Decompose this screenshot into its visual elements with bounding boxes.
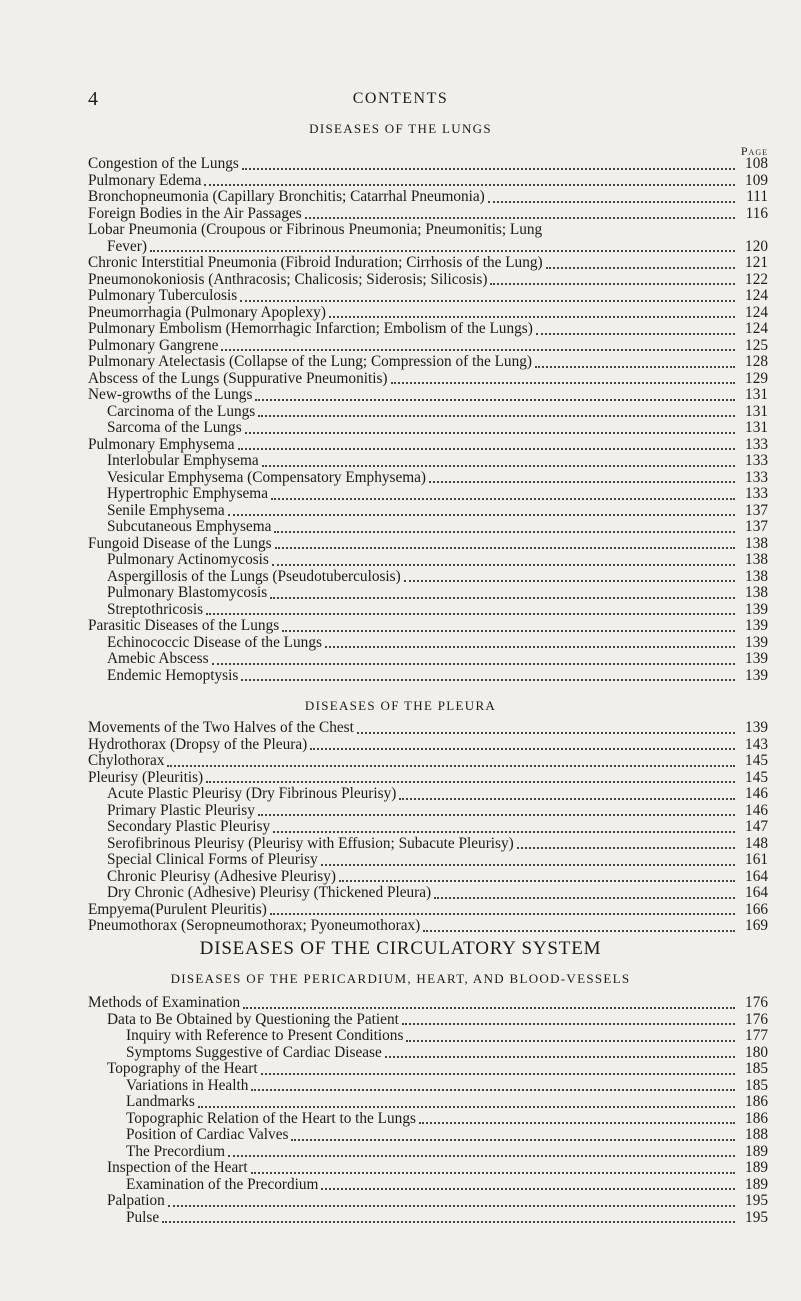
toc-entry-title: Abscess of the Lungs (Suppurative Pneumonitis) <box>88 369 388 387</box>
dot-leader <box>221 349 735 351</box>
toc-entry <box>0 602 801 619</box>
toc-entry-title: Acute Plastic Pleurisy (Dry Fibrinous Pleurisy) <box>107 785 397 802</box>
toc-entry-title: Echinococcic Disease of the Lungs <box>107 633 322 651</box>
dot-leader <box>423 930 735 932</box>
toc-entry-title: Senile Emphysema <box>107 501 225 519</box>
dot-leader <box>242 168 735 170</box>
dot-leader <box>204 184 735 186</box>
dot-leader <box>251 1089 735 1091</box>
dot-leader <box>325 646 735 648</box>
toc-entry-title: Hypertrophic Emphysema <box>107 485 268 502</box>
dot-leader <box>517 847 735 849</box>
dot-leader <box>243 1007 735 1009</box>
dot-leader <box>291 1139 735 1141</box>
toc-entry <box>0 239 801 256</box>
toc-entry-page: 169 <box>745 917 768 934</box>
toc-entry-title: Aspergillosis of the Lungs (Pseudotuberculosis) <box>107 567 401 585</box>
toc-entry-title: Inspection of the Heart <box>107 1159 248 1176</box>
toc-entry-title: Pleurisy (Pleuritis) <box>88 768 204 786</box>
toc-entry-page: 180 <box>745 1043 768 1061</box>
toc-entry <box>0 536 801 553</box>
toc-entry-page: 189 <box>745 1159 768 1176</box>
toc-entry <box>0 885 801 902</box>
toc-entry <box>0 770 801 787</box>
toc-entry <box>0 321 801 338</box>
toc-entry-title: Examination of the Precordium <box>126 1175 319 1193</box>
dot-leader <box>162 1221 735 1223</box>
toc-circulatory <box>0 995 801 1226</box>
toc-entry-page: 121 <box>745 254 768 271</box>
toc-entry-title: Pulmonary Gangrene <box>88 336 219 354</box>
toc-entry <box>0 869 801 886</box>
toc-entry-page: 124 <box>745 303 768 321</box>
toc-entry <box>0 737 801 754</box>
dot-leader <box>321 1188 735 1190</box>
page-column-label: Page <box>740 144 768 158</box>
toc-entry-title: Hydrothorax (Dropsy of the Pleura) <box>88 735 308 753</box>
toc-entry <box>0 1028 801 1045</box>
toc-entry-page: 120 <box>745 237 768 255</box>
dot-leader <box>245 432 735 434</box>
dot-leader <box>238 448 735 450</box>
toc-entry <box>0 420 801 437</box>
toc-entry-page: 139 <box>745 617 768 634</box>
toc-entry-title: Pulmonary Embolism (Hemorrhagic Infarction; Embolism of the Lungs) <box>88 320 533 337</box>
dot-leader <box>167 765 735 767</box>
toc-entry-page: 138 <box>745 584 768 601</box>
toc-entry <box>0 995 801 1012</box>
toc-entry-title: Chronic Interstitial Pneumonia (Fibroid Induration; Cirrhosis of the Lung) <box>88 254 543 271</box>
toc-entry-page: 139 <box>745 719 768 736</box>
toc-entry-title: Pulmonary Blastomycosis <box>107 584 268 601</box>
dot-leader <box>206 781 735 783</box>
dot-leader <box>272 564 735 566</box>
toc-entry <box>0 1094 801 1111</box>
toc-entry <box>0 173 801 190</box>
toc-entry <box>0 1160 801 1177</box>
toc-entry-page: 138 <box>745 567 768 585</box>
toc-entry-page: 139 <box>745 650 768 667</box>
toc-entry <box>0 437 801 454</box>
toc-entry <box>0 486 801 503</box>
toc-entry-title: Primary Plastic Pleurisy <box>107 801 255 819</box>
toc-entry <box>0 1012 801 1029</box>
toc-entry-title: Congestion of the Lungs <box>88 155 239 172</box>
toc-entry <box>0 720 801 737</box>
dot-leader <box>399 798 735 800</box>
toc-entry-title: Foreign Bodies in the Air Passages <box>88 204 302 222</box>
dot-leader <box>310 748 735 750</box>
toc-entry-page: 145 <box>745 752 768 769</box>
toc-entry-page: 128 <box>745 353 768 370</box>
dot-leader <box>429 481 735 483</box>
toc-entry-page: 129 <box>745 369 768 387</box>
toc-entry-page: 195 <box>745 1208 768 1226</box>
toc-entry-title: New-growths of the Lungs <box>88 386 253 403</box>
dot-leader <box>258 415 735 417</box>
toc-entry-title: Data to Be Obtained by Questioning the Patient <box>107 1010 399 1028</box>
toc-entry <box>0 272 801 289</box>
toc-entry-title: Methods of Examination <box>88 994 241 1011</box>
toc-entry-page: 148 <box>745 834 768 852</box>
toc-entry-page: 195 <box>745 1192 768 1209</box>
toc-entry <box>0 1144 801 1161</box>
toc-entry-page: 133 <box>745 435 768 453</box>
section-heading-pericardium: DISEASES OF THE PERICARDIUM, HEART, AND BLOOD-VESSELS <box>170 971 631 986</box>
toc-entry <box>0 255 801 272</box>
dot-leader <box>206 613 735 615</box>
toc-entry <box>0 453 801 470</box>
toc-entry-page: 145 <box>745 768 768 786</box>
dot-leader <box>385 1056 735 1058</box>
toc-entry-title: Sarcoma of the Lungs <box>107 419 242 436</box>
toc-entry-page: 186 <box>745 1093 768 1110</box>
toc-entry-page: 164 <box>745 867 768 885</box>
toc-entry-title: Topography of the Heart <box>107 1060 258 1077</box>
toc-entry-title: The Precordium <box>126 1142 225 1160</box>
toc-entry-page: 139 <box>745 666 768 684</box>
toc-entry <box>0 902 801 919</box>
toc-pleura <box>0 720 801 935</box>
toc-entry-title: Symptoms Suggestive of Cardiac Disease <box>126 1043 382 1061</box>
dot-leader <box>536 333 735 335</box>
toc-entry-title: Pneumorrhagia (Pulmonary Apoplexy) <box>88 303 326 321</box>
dot-leader <box>258 814 735 816</box>
toc-entry-title: Pneumothorax (Seropneumothorax; Pyoneumothorax) <box>88 917 421 934</box>
toc-entry-page: 133 <box>745 485 768 502</box>
dot-leader <box>434 897 735 899</box>
toc-entry-title: Pulmonary Actinomycosis <box>107 551 269 568</box>
toc-entry <box>0 753 801 770</box>
toc-entry <box>0 1193 801 1210</box>
toc-entry-title: Fever) <box>107 237 147 255</box>
toc-entry-title: Streptothricosis <box>107 600 204 618</box>
toc-entry-page: 122 <box>745 270 768 288</box>
toc-entry <box>0 288 801 305</box>
toc-entry-page: 131 <box>745 419 768 436</box>
toc-entry-page: 146 <box>745 801 768 819</box>
toc-entry-page: 109 <box>745 171 768 189</box>
dot-leader <box>535 366 735 368</box>
toc-entry-page: 164 <box>745 884 768 901</box>
toc-entry <box>0 1045 801 1062</box>
toc-lungs <box>0 156 801 684</box>
toc-entry <box>0 803 801 820</box>
dot-leader <box>262 465 735 467</box>
dot-leader <box>198 1106 735 1108</box>
page-number: 4 <box>88 88 98 110</box>
toc-entry-title: Chronic Pleurisy (Adhesive Pleurisy) <box>107 867 336 885</box>
toc-entry <box>0 222 801 239</box>
toc-entry-title: Movements of the Two Halves of the Chest <box>88 719 354 736</box>
toc-entry-title: Vesicular Emphysema (Compensatory Emphysema) <box>107 468 427 486</box>
toc-entry-page: 189 <box>745 1142 768 1160</box>
toc-entry-page: 147 <box>745 818 768 835</box>
toc-entry-page: 111 <box>746 188 768 205</box>
dot-leader <box>255 399 735 401</box>
toc-entry-page: 131 <box>745 402 768 420</box>
toc-entry <box>0 1127 801 1144</box>
dot-leader <box>406 1040 735 1042</box>
dot-leader <box>150 250 735 252</box>
toc-entry-page: 186 <box>745 1109 768 1127</box>
toc-entry <box>0 918 801 935</box>
toc-entry <box>0 1111 801 1128</box>
toc-entry-page: 188 <box>745 1126 768 1143</box>
toc-entry <box>0 503 801 520</box>
toc-entry-title: Pulmonary Tuberculosis <box>88 287 238 304</box>
dot-leader <box>391 382 735 384</box>
toc-entry-page: 133 <box>745 468 768 486</box>
toc-entry-page: 176 <box>745 1010 768 1028</box>
toc-entry-title: Variations in Health <box>126 1076 249 1094</box>
dot-leader <box>212 663 735 665</box>
toc-entry-title: Carcinoma of the Lungs <box>107 402 256 420</box>
toc-entry-page: 177 <box>745 1027 768 1044</box>
toc-entry-page: 137 <box>745 518 768 535</box>
running-title: CONTENTS <box>352 90 449 107</box>
toc-entry-page: 124 <box>745 320 768 337</box>
toc-entry <box>0 305 801 322</box>
toc-entry-title: Serofibrinous Pleurisy (Pleurisy with Effusion; Subacute Pleurisy) <box>107 834 514 852</box>
toc-entry <box>0 585 801 602</box>
toc-entry-title: Endemic Hemoptysis <box>107 666 239 684</box>
toc-entry-title: Inquiry with Reference to Present Conditions <box>126 1027 404 1044</box>
toc-entry <box>0 156 801 173</box>
toc-entry <box>0 387 801 404</box>
dot-leader <box>404 580 735 582</box>
toc-entry-title: Landmarks <box>126 1093 195 1110</box>
toc-entry-page: 176 <box>745 994 768 1011</box>
toc-entry <box>0 189 801 206</box>
dot-leader <box>261 1073 735 1075</box>
toc-entry-title: Fungoid Disease of the Lungs <box>88 534 272 552</box>
toc-entry <box>0 206 801 223</box>
toc-entry-page: 133 <box>745 452 768 469</box>
toc-entry-title: Secondary Plastic Pleurisy <box>107 818 271 835</box>
toc-entry <box>0 651 801 668</box>
toc-entry <box>0 819 801 836</box>
toc-entry-title: Pulmonary Atelectasis (Collapse of the Lung; Compression of the Lung) <box>88 353 532 370</box>
section-heading-lungs: DISEASES OF THE LUNGS <box>309 121 492 136</box>
dot-leader <box>305 217 735 219</box>
toc-entry-page: 125 <box>745 336 768 354</box>
toc-entry <box>0 1210 801 1227</box>
dot-leader <box>240 300 735 302</box>
toc-entry-title: Position of Cardiac Valves <box>126 1126 289 1143</box>
toc-entry-page: 138 <box>745 534 768 552</box>
dot-leader <box>490 283 735 285</box>
dot-leader <box>321 864 735 866</box>
section-heading-pleura: DISEASES OF THE PLEURA <box>304 698 497 713</box>
toc-entry-title: Palpation <box>107 1192 165 1209</box>
toc-entry <box>0 852 801 869</box>
toc-entry-page: 146 <box>745 785 768 802</box>
toc-entry-title: Lobar Pneumonia (Croupous or Fibrinous Pneumonia; Pneumonitis; Lung <box>88 221 543 238</box>
toc-entry-page: 139 <box>745 600 768 618</box>
toc-entry <box>0 635 801 652</box>
toc-entry-title: Chylothorax <box>88 752 165 769</box>
toc-entry-page: 108 <box>745 155 768 172</box>
toc-entry-page: 131 <box>745 386 768 403</box>
toc-entry-title: Amebic Abscess <box>107 650 209 667</box>
toc-entry-title: Pulmonary Emphysema <box>88 435 235 453</box>
toc-entry-title: Subcutaneous Emphysema <box>107 518 272 535</box>
major-heading-circulatory: DISEASES OF THE CIRCULATORY SYSTEM <box>199 938 602 959</box>
toc-entry <box>0 404 801 421</box>
dot-leader <box>282 630 735 632</box>
dot-leader <box>228 514 735 516</box>
toc-entry-title: Topographic Relation of the Heart to the Lungs <box>126 1109 416 1127</box>
running-head <box>0 88 801 110</box>
toc-entry-page: 161 <box>745 851 768 868</box>
toc-entry-page: 116 <box>745 204 768 222</box>
toc-entry <box>0 519 801 536</box>
toc-entry-page: 138 <box>745 551 768 568</box>
dot-leader <box>274 531 735 533</box>
toc-entry <box>0 618 801 635</box>
toc-entry <box>0 338 801 355</box>
toc-entry-page: 185 <box>745 1076 768 1094</box>
toc-entry-title: Empyema(Purulent Pleuritis) <box>88 900 267 918</box>
dot-leader <box>271 498 735 500</box>
toc-entry <box>0 1177 801 1194</box>
dot-leader <box>270 597 735 599</box>
toc-entry <box>0 836 801 853</box>
toc-entry <box>0 354 801 371</box>
dot-leader <box>228 1155 735 1157</box>
toc-entry <box>0 786 801 803</box>
toc-entry-title: Pulmonary Edema <box>88 171 202 189</box>
toc-entry-title: Parasitic Diseases of the Lungs <box>88 617 280 634</box>
dot-leader <box>329 316 735 318</box>
toc-entry-page: 124 <box>745 287 768 304</box>
toc-entry-title: Bronchopneumonia (Capillary Bronchitis; Catarrhal Pneumonia) <box>88 188 485 205</box>
toc-entry-title: Special Clinical Forms of Pleurisy <box>107 851 318 868</box>
toc-entry <box>0 371 801 388</box>
toc-entry-title: Dry Chronic (Adhesive) Pleurisy (Thickened Pleura) <box>107 884 432 901</box>
toc-entry-title: Pneumonokoniosis (Anthracosis; Chalicosis; Siderosis; Silicosis) <box>88 270 488 288</box>
dot-leader <box>339 880 735 882</box>
toc-entry <box>0 1078 801 1095</box>
toc-entry-page: 185 <box>745 1060 768 1077</box>
toc-entry <box>0 668 801 685</box>
toc-entry <box>0 569 801 586</box>
dot-leader <box>488 201 735 203</box>
dot-leader <box>357 732 735 734</box>
dot-leader <box>402 1023 735 1025</box>
toc-entry-page: 166 <box>745 900 768 918</box>
dot-leader <box>546 267 735 269</box>
toc-entry <box>0 470 801 487</box>
toc-entry-title: Pulse <box>126 1208 160 1226</box>
dot-leader <box>275 547 735 549</box>
dot-leader <box>241 679 735 681</box>
dot-leader <box>251 1172 735 1174</box>
toc-entry-page: 139 <box>745 633 768 651</box>
dot-leader <box>273 831 735 833</box>
toc-entry <box>0 1061 801 1078</box>
toc-entry-page: 137 <box>745 501 768 519</box>
toc-entry-page: 189 <box>745 1175 768 1193</box>
dot-leader <box>168 1205 735 1207</box>
dot-leader <box>419 1122 735 1124</box>
toc-entry-page: 143 <box>745 735 768 753</box>
toc-entry-title: Interlobular Emphysema <box>107 452 259 469</box>
toc-entry <box>0 552 801 569</box>
dot-leader <box>270 913 735 915</box>
